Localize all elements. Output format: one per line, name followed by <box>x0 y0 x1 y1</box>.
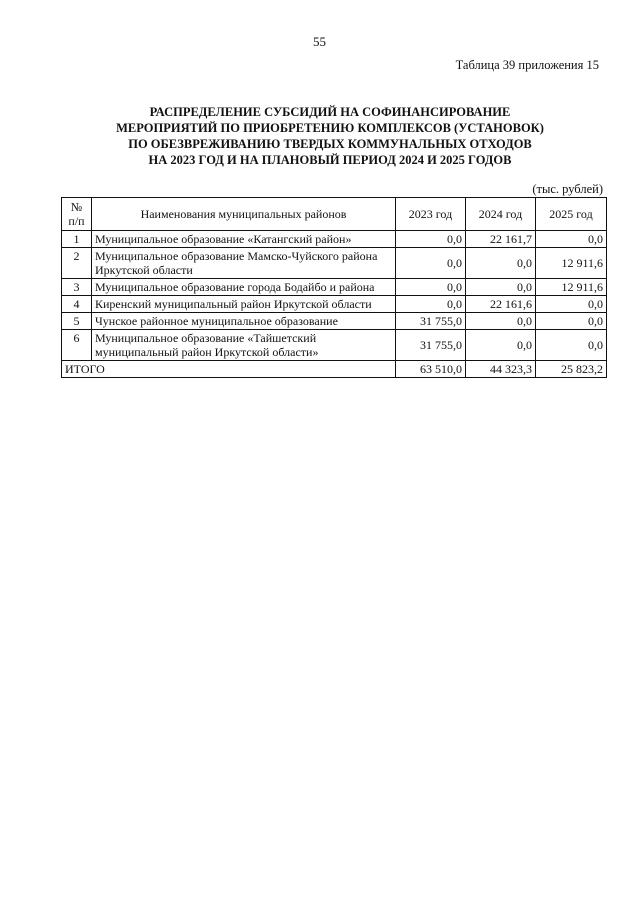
header-num-line2: п/п <box>68 214 85 228</box>
row-2025: 0,0 <box>536 330 607 361</box>
table-reference: Таблица 39 приложения 15 <box>455 58 599 72</box>
subsidy-table <box>61 197 607 378</box>
row-2024: 22 161,7 <box>466 231 536 248</box>
title-line: ПО ОБЕЗВРЕЖИВАНИЮ ТВЕРДЫХ КОММУНАЛЬНЫХ ОТХОДОВ <box>128 137 532 151</box>
row-2025: 0,0 <box>536 313 607 330</box>
header-2025: 2025 год <box>536 198 607 231</box>
page-number: 55 <box>313 34 326 49</box>
table-row <box>62 231 607 248</box>
row-2023: 0,0 <box>396 296 466 313</box>
row-num: 4 <box>62 296 92 313</box>
row-name: Муниципальное образование Мамско-Чуйского района Иркутской области <box>92 248 396 279</box>
row-2024: 0,0 <box>466 330 536 361</box>
unit-label: (тыс. рублей) <box>532 182 603 196</box>
title-line: РАСПРЕДЕЛЕНИЕ СУБСИДИЙ НА СОФИНАНСИРОВАНИЕ <box>149 105 511 119</box>
row-2023: 0,0 <box>396 279 466 296</box>
row-2023: 31 755,0 <box>396 330 466 361</box>
header-2024: 2024 год <box>466 198 536 231</box>
row-2023: 0,0 <box>396 231 466 248</box>
table-row <box>62 248 607 279</box>
row-2023: 0,0 <box>396 248 466 279</box>
row-2024: 0,0 <box>466 313 536 330</box>
row-2024: 22 161,6 <box>466 296 536 313</box>
row-name: Муниципальное образование «Тайшетский муниципальный район Иркутской области» <box>92 330 396 361</box>
row-2025: 12 911,6 <box>536 248 607 279</box>
row-num: 2 <box>62 248 92 279</box>
table-row <box>62 313 607 330</box>
row-2024: 0,0 <box>466 279 536 296</box>
row-num: 3 <box>62 279 92 296</box>
header-2023: 2023 год <box>396 198 466 231</box>
title-line: МЕРОПРИЯТИЙ ПО ПРИОБРЕТЕНИЮ КОМПЛЕКСОВ (УСТАНОВОК) <box>116 121 544 135</box>
header-num-line1: № <box>70 200 83 214</box>
header-num <box>62 198 92 231</box>
row-name: Муниципальное образование города Бодайбо и района <box>92 279 396 296</box>
row-name: Чунское районное муниципальное образование <box>92 313 396 330</box>
header-name: Наименования муниципальных районов <box>92 198 396 231</box>
row-name: Муниципальное образование «Катангский район» <box>92 231 396 248</box>
document-title <box>60 104 600 168</box>
title-line: НА 2023 ГОД И НА ПЛАНОВЫЙ ПЕРИОД 2024 И 2025 ГОДОВ <box>148 153 512 167</box>
row-2024: 0,0 <box>466 248 536 279</box>
row-num: 6 <box>62 330 92 361</box>
row-name: Киренский муниципальный район Иркутской области <box>92 296 396 313</box>
table-row <box>62 296 607 313</box>
table-header-row <box>62 198 607 231</box>
row-2025: 12 911,6 <box>536 279 607 296</box>
row-2023: 31 755,0 <box>396 313 466 330</box>
row-2025: 0,0 <box>536 231 607 248</box>
total-2023: 63 510,0 <box>396 361 466 378</box>
total-2024: 44 323,3 <box>466 361 536 378</box>
total-label: ИТОГО <box>62 361 396 378</box>
table-row <box>62 279 607 296</box>
total-2025: 25 823,2 <box>536 361 607 378</box>
row-num: 5 <box>62 313 92 330</box>
row-2025: 0,0 <box>536 296 607 313</box>
row-num: 1 <box>62 231 92 248</box>
total-row <box>62 361 607 378</box>
table-row <box>62 330 607 361</box>
